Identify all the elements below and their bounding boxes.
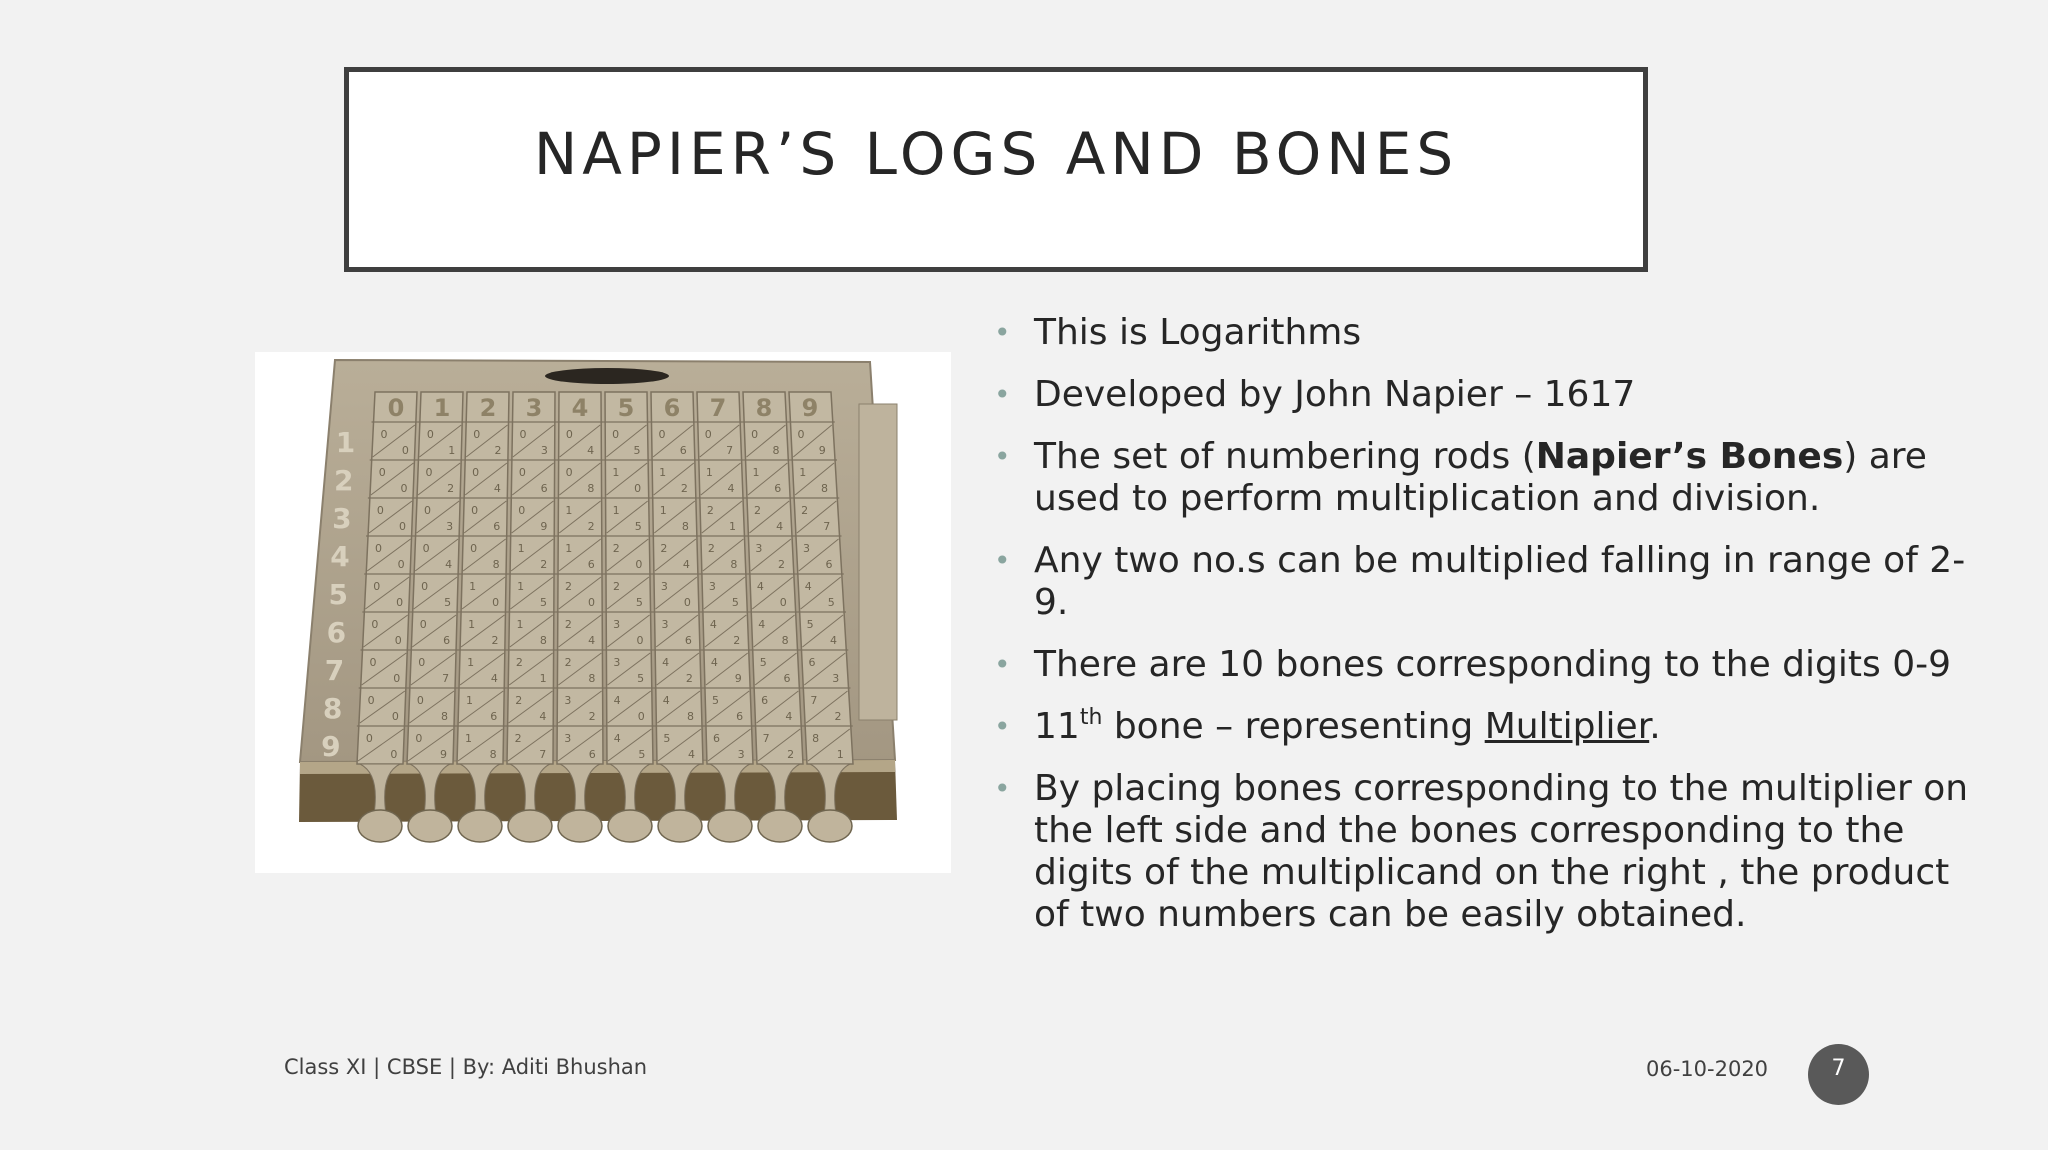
bone-cell-ones: 4: [587, 444, 595, 457]
row-index-label: 7: [324, 654, 345, 687]
bullet-dot-icon: •: [994, 544, 1011, 577]
bullet-text-part: The set of numbering rods (: [1034, 436, 1536, 477]
bone-cell-ones: 8: [492, 558, 500, 571]
row-index-label: 4: [330, 540, 350, 573]
row-index-label: 9: [321, 730, 341, 763]
bone-cell-ones: 5: [637, 672, 645, 685]
bone-cell-ones: 2: [685, 672, 693, 685]
bone-cell-tens: 3: [708, 580, 716, 593]
bone-cell-ones: 4: [490, 672, 498, 685]
bone-cell-ones: 5: [635, 596, 643, 609]
bullet-text: Developed by John Napier – 1617: [1034, 374, 1636, 415]
bone-cell-tens: 1: [612, 466, 620, 479]
bone-cell-ones: 7: [539, 748, 547, 761]
bone-cell-ones: 4: [445, 558, 453, 571]
bone-digit-label: 1: [433, 394, 451, 422]
bone-cell-ones: 4: [682, 558, 690, 571]
bone-cell-tens: 1: [705, 466, 713, 479]
bone-cell-ones: 0: [391, 710, 399, 723]
bone-cell-tens: 0: [704, 428, 712, 441]
bullet-text-part: bone – representing: [1102, 706, 1485, 747]
bone-digit-label: 5: [617, 394, 635, 422]
bone-cell-ones: 8: [441, 710, 449, 723]
bone-cell-ones: 6: [774, 482, 782, 495]
bone-cell-ones: 9: [440, 748, 448, 761]
bone-handle-knob: [808, 810, 852, 842]
bone-cell-ones: 6: [825, 558, 833, 571]
bone-cell-tens: 1: [659, 466, 667, 479]
bone-cell-ones: 2: [680, 482, 688, 495]
bone-digit-label: 6: [663, 394, 681, 422]
bone-cell-ones: 0: [397, 558, 405, 571]
bone-cell-tens: 0: [380, 428, 388, 441]
bone-digit-label: 8: [755, 394, 773, 422]
bone-handle-knob: [608, 810, 652, 842]
bone-cell-tens: 2: [660, 542, 668, 555]
bullet-text: This is Logarithms: [1034, 312, 1362, 353]
bone-cell-ones: 0: [396, 596, 404, 609]
bone-cell-tens: 0: [421, 580, 429, 593]
bone-cell-ones: 4: [687, 748, 695, 761]
bone-cell-ones: 1: [539, 672, 547, 685]
bone-cell-tens: 2: [707, 542, 715, 555]
bullet-dot-icon: •: [994, 648, 1011, 681]
bone-cell-tens: 1: [516, 618, 524, 631]
bone-cell-ones: 3: [446, 520, 454, 533]
bone-cell-ones: 9: [734, 672, 742, 685]
bone-cell-ones: 6: [588, 748, 596, 761]
bone-cell-ones: 2: [588, 710, 596, 723]
bone-cell-tens: 2: [612, 580, 620, 593]
bone-cell-ones: 0: [637, 710, 645, 723]
bone-cell-ones: 2: [834, 710, 842, 723]
bone-cell-ones: 1: [448, 444, 456, 457]
bone-cell-ones: 0: [634, 482, 642, 495]
bullet-item: [990, 706, 1990, 748]
bone-cell-tens: 0: [415, 732, 423, 745]
bone-cell-ones: 0: [393, 672, 401, 685]
bullet-item: [990, 768, 1990, 936]
bone-cell-tens: 1: [465, 732, 473, 745]
bone-cell-tens: 2: [515, 694, 523, 707]
bone-cell-ones: 6: [587, 558, 595, 571]
bone-digit-label: 3: [525, 394, 543, 422]
bone-cell-tens: 3: [755, 542, 763, 555]
bone-cell-tens: 2: [515, 656, 523, 669]
bone-cell-tens: 4: [613, 694, 621, 707]
bone-cell-tens: 3: [564, 694, 572, 707]
bone-cell-tens: 8: [812, 732, 820, 745]
bone-cell-tens: 1: [799, 466, 807, 479]
bone-cell-ones: 0: [390, 748, 398, 761]
bullet-dot-icon: •: [994, 378, 1011, 411]
bone-cell-ones: 0: [683, 596, 691, 609]
bone-cell-ones: 8: [730, 558, 738, 571]
bone-cell-ones: 6: [490, 710, 498, 723]
bone-handle-knob: [458, 810, 502, 842]
bone-cell-tens: 0: [471, 504, 479, 517]
row-index-label: 8: [322, 692, 343, 725]
bone-cell-tens: 6: [712, 732, 720, 745]
bone-cell-ones: 4: [588, 634, 596, 647]
bone-cell-ones: 4: [727, 482, 735, 495]
bone-handle-knob: [408, 810, 452, 842]
bullet-text: [1034, 436, 1927, 519]
bone-cell-ones: 7: [726, 444, 734, 457]
bone-cell-tens: 1: [565, 504, 573, 517]
bone-cell-tens: 5: [806, 618, 814, 631]
footer-credit: Class XI | CBSE | By: Aditi Bhushan: [284, 1055, 648, 1079]
bone-cell-tens: 0: [425, 466, 433, 479]
footer-date: 06-10-2020: [1646, 1057, 1769, 1081]
bone-cell-tens: 3: [613, 656, 621, 669]
bone-cell-tens: 1: [466, 694, 474, 707]
bone-cell-tens: 6: [761, 694, 769, 707]
bone-cell-tens: 1: [752, 466, 760, 479]
bone-cell-tens: 0: [518, 504, 526, 517]
bone-cell-ones: 8: [587, 482, 595, 495]
bone-cell-ones: 6: [493, 520, 501, 533]
row-index-label: 3: [332, 502, 352, 535]
bone-cell-ones: 0: [779, 596, 787, 609]
bone-cell-ones: 2: [777, 558, 785, 571]
bone-cell-ones: 6: [540, 482, 548, 495]
bone-cell-ones: 6: [679, 444, 687, 457]
bullet-text: Any two no.s can be multiplied falling in range of 2-9.: [1034, 540, 1966, 623]
bone-cell-tens: 4: [709, 618, 717, 631]
bone-cell-ones: 2: [587, 520, 595, 533]
bone-cell-ones: 8: [772, 444, 780, 457]
bone-cell-ones: 0: [401, 444, 409, 457]
bone-cell-tens: 2: [801, 504, 809, 517]
bone-cell-ones: 5: [731, 596, 739, 609]
bone-cell-tens: 3: [661, 618, 669, 631]
bullet-dot-icon: •: [994, 440, 1011, 473]
bone-cell-ones: 6: [783, 672, 791, 685]
bone-cell-ones: 5: [634, 520, 642, 533]
bullet-item: [990, 540, 1990, 624]
bone-cell-ones: 0: [635, 558, 643, 571]
bone-cell-ones: 4: [830, 634, 838, 647]
bone-cell-ones: 7: [823, 520, 831, 533]
bone-cell-tens: 0: [369, 656, 377, 669]
bold-term: Napier’s Bones: [1535, 436, 1844, 477]
bone-cell-ones: 9: [818, 444, 826, 457]
bone-cell-ones: 1: [836, 748, 844, 761]
bone-cell-tens: 0: [422, 542, 430, 555]
bullet-item: [990, 312, 1990, 354]
bone-cell-tens: 0: [418, 656, 426, 669]
bone-cell-tens: 0: [365, 732, 373, 745]
bone-cell-tens: 0: [470, 542, 478, 555]
bullet-dot-icon: •: [994, 710, 1011, 743]
bone-cell-tens: 1: [469, 580, 477, 593]
bone-cell-ones: 2: [733, 634, 741, 647]
bone-cell-tens: 2: [753, 504, 761, 517]
bone-cell-tens: 0: [426, 428, 434, 441]
row-index-label: 6: [326, 616, 347, 649]
bone-digit-label: 2: [479, 394, 497, 422]
bone-cell-tens: 4: [613, 732, 621, 745]
bone-cell-ones: 2: [540, 558, 548, 571]
bone-cell-ones: 4: [785, 710, 793, 723]
bone-cell-tens: 5: [711, 694, 719, 707]
bone-cell-ones: 2: [787, 748, 795, 761]
title-box: [344, 67, 1648, 272]
bullet-dot-icon: •: [994, 316, 1011, 349]
bullet-text: [1034, 706, 1661, 747]
bone-cell-tens: 2: [612, 542, 620, 555]
bone-cell-tens: 5: [759, 656, 767, 669]
ordinal-number: 11: [1034, 706, 1080, 747]
bone-cell-tens: 1: [467, 656, 475, 669]
bone-cell-tens: 6: [808, 656, 816, 669]
bone-handle-knob: [508, 810, 552, 842]
bone-cell-ones: 0: [394, 634, 402, 647]
bone-cell-tens: 0: [472, 466, 480, 479]
bullet-dot-icon: •: [994, 772, 1011, 805]
bone-cell-tens: 2: [565, 580, 573, 593]
bone-cell-tens: 2: [564, 618, 572, 631]
page-number-badge: 7: [1808, 1044, 1869, 1105]
bone-cell-tens: 1: [468, 618, 476, 631]
bone-cell-ones: 8: [821, 482, 829, 495]
bone-handle-knob: [758, 810, 802, 842]
bone-cell-tens: 7: [762, 732, 770, 745]
bone-digit-label: 9: [801, 394, 819, 422]
bone-cell-tens: 4: [662, 694, 670, 707]
bone-cell-ones: 0: [492, 596, 500, 609]
bone-cell-tens: 4: [756, 580, 764, 593]
bone-cell-tens: 0: [518, 466, 526, 479]
bone-cell-tens: 2: [564, 656, 572, 669]
bone-cell-tens: 0: [373, 580, 381, 593]
bone-cell-ones: 8: [681, 520, 689, 533]
bone-cell-ones: 8: [686, 710, 694, 723]
bone-cell-tens: 3: [564, 732, 572, 745]
bone-cell-ones: 0: [636, 634, 644, 647]
bone-cell-tens: 0: [367, 694, 375, 707]
bone-cell-tens: 3: [613, 618, 621, 631]
bone-cell-tens: 4: [710, 656, 718, 669]
bone-cell-tens: 0: [424, 504, 432, 517]
bone-cell-tens: 0: [751, 428, 759, 441]
bone-cell-ones: 4: [493, 482, 501, 495]
bone-cell-tens: 3: [660, 580, 668, 593]
bone-cell-tens: 0: [797, 428, 805, 441]
bone-cell-tens: 2: [706, 504, 714, 517]
bone-cell-tens: 1: [565, 542, 573, 555]
bone-cell-tens: 0: [419, 618, 427, 631]
bone-cell-tens: 3: [802, 542, 810, 555]
bone-cell-ones: 5: [444, 596, 452, 609]
bullet-item: [990, 374, 1990, 416]
bone-cell-ones: 0: [587, 596, 595, 609]
bone-handle-knob: [358, 810, 402, 842]
bone-cell-tens: 1: [659, 504, 667, 517]
bone-cell-ones: 2: [447, 482, 455, 495]
bone-cell-ones: 1: [728, 520, 736, 533]
multiplier-link[interactable]: Multiplier: [1484, 706, 1650, 747]
bone-cell-ones: 9: [540, 520, 548, 533]
row-index-label: 2: [333, 464, 354, 497]
bone-cell-ones: 0: [399, 520, 407, 533]
bone-cell-ones: 5: [827, 596, 835, 609]
bone-cell-ones: 2: [494, 444, 502, 457]
bone-cell-tens: 1: [517, 542, 525, 555]
bone-cell-tens: 0: [375, 542, 383, 555]
bone-cell-tens: 0: [376, 504, 384, 517]
bone-cell-tens: 4: [758, 618, 766, 631]
bullet-item: [990, 644, 1990, 686]
bone-cell-tens: 0: [378, 466, 386, 479]
bone-cell-tens: 0: [658, 428, 666, 441]
bone-cell-tens: 4: [662, 656, 670, 669]
bone-cell-ones: 4: [776, 520, 784, 533]
bone-cell-ones: 5: [633, 444, 641, 457]
bone-cell-ones: 5: [638, 748, 646, 761]
bone-cell-tens: 1: [612, 504, 620, 517]
row-index-label: 1: [335, 426, 356, 459]
row-index-label: 5: [328, 578, 348, 611]
bone-cell-tens: 0: [473, 428, 481, 441]
bone-cell-ones: 5: [540, 596, 548, 609]
bullet-item: [990, 436, 1990, 520]
bone-cell-ones: 6: [736, 710, 744, 723]
bone-cell-ones: 6: [684, 634, 692, 647]
bullet-text-part: .: [1649, 706, 1661, 747]
bullet-text: By placing bones corresponding to the multiplier on the left side and the bones corresponding to the digits of the multiplicand on the right , the product of two numbers can be easily obtained.: [1034, 768, 1969, 935]
bone-digit-label: 7: [709, 394, 727, 422]
bone-cell-tens: 0: [565, 428, 573, 441]
bullet-list: [990, 312, 1990, 956]
bone-cell-ones: 2: [491, 634, 499, 647]
bone-cell-ones: 7: [442, 672, 450, 685]
bone-cell-ones: 3: [540, 444, 548, 457]
bone-cell-tens: 7: [810, 694, 818, 707]
bone-handle-knob: [558, 810, 602, 842]
bone-rod-shape: [557, 392, 603, 764]
bone-cell-tens: 0: [519, 428, 527, 441]
bone-cell-ones: 8: [588, 672, 596, 685]
bullet-text: There are 10 bones corresponding to the digits 0-9: [1034, 644, 1951, 685]
napiers-bones-photo-icon: [255, 352, 951, 873]
bone-digit-label: 0: [387, 394, 405, 422]
bone-digit-label: 4: [571, 394, 589, 422]
bone-cell-tens: 0: [371, 618, 379, 631]
bone-cell-ones: 0: [400, 482, 408, 495]
bone-cell-ones: 8: [539, 634, 547, 647]
bone-cell-ones: 8: [781, 634, 789, 647]
bone-cell-ones: 4: [539, 710, 547, 723]
bone-rod-shape: [605, 392, 653, 764]
bone-handle-knob: [708, 810, 752, 842]
ordinal-suffix: th: [1079, 705, 1103, 730]
slide-title: NAPIER’S LOGS AND BONES: [533, 120, 1459, 188]
bone-cell-tens: 5: [663, 732, 671, 745]
bone-cell-ones: 8: [489, 748, 497, 761]
bone-cell-ones: 6: [443, 634, 451, 647]
bone-cell-tens: 0: [612, 428, 620, 441]
bone-cell-tens: 2: [514, 732, 522, 745]
bone-cell-tens: 0: [565, 466, 573, 479]
bone-handle-knob: [658, 810, 702, 842]
bone-cell-tens: 1: [517, 580, 525, 593]
bone-cell-tens: 4: [804, 580, 812, 593]
bullet-text-part: ) are used to perform multiplication and division.: [1034, 436, 1927, 519]
bone-cell-ones: 3: [832, 672, 840, 685]
bone-cell-ones: 3: [737, 748, 745, 761]
bone-cell-tens: 0: [416, 694, 424, 707]
